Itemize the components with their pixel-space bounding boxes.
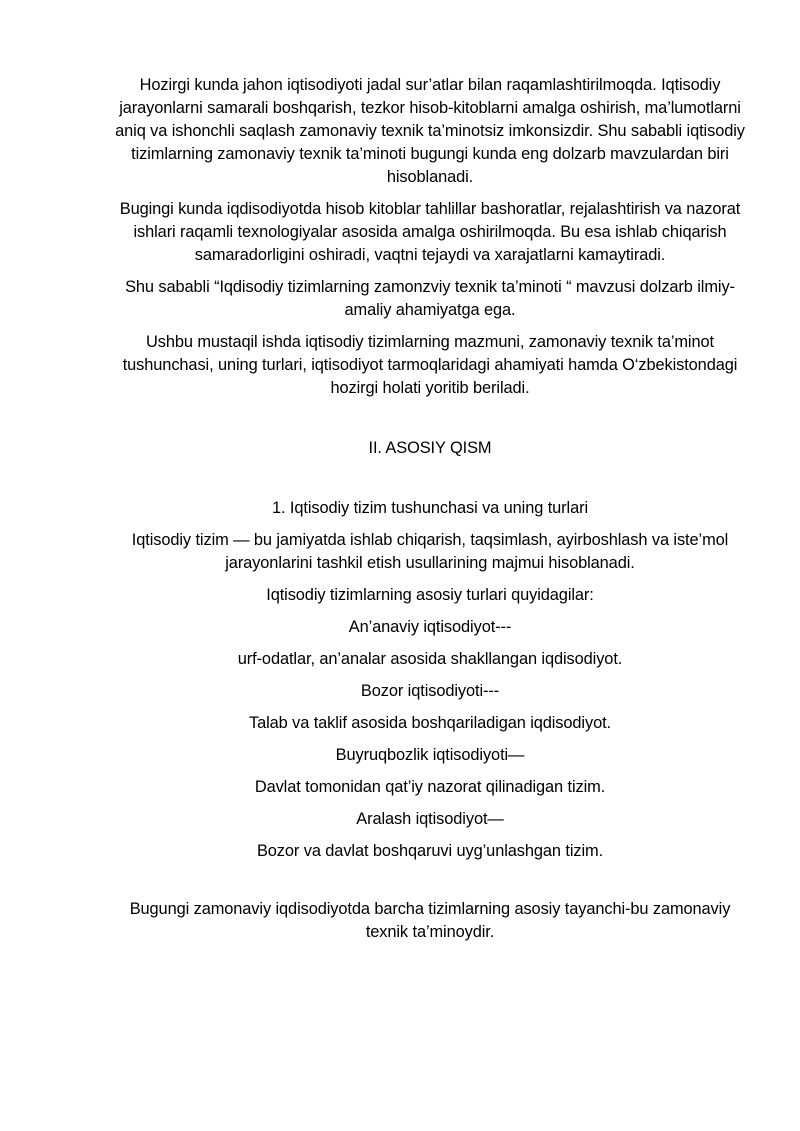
type-desc-market: Talab va taklif asosida boshqariladigan iqdisodiyot. bbox=[249, 714, 611, 732]
types-intro: Iqtisodiy tizimlarning asosiy turlari quyidagilar: bbox=[266, 586, 594, 604]
spacer bbox=[110, 409, 750, 437]
spacer bbox=[110, 872, 750, 898]
subsection-heading: 1. Iqtisodiy tizim tushunchasi va uning turlari bbox=[272, 499, 588, 517]
section-heading: II. ASOSIY QISM bbox=[368, 439, 492, 457]
type-desc-traditional: urf-odatlar, an’analar asosida shakllangan iqdisodiyot. bbox=[237, 650, 623, 668]
type-desc-mixed: Bozor va davlat boshqaruvi uyg’unlashgan tizim. bbox=[256, 842, 604, 860]
spacer bbox=[110, 469, 750, 497]
closing-paragraph: Bugungi zamonaviy iqdisodiyotda barcha tizimlarning asosiy tayanchi-bu zamonaviy texnik ta’minoydir. bbox=[129, 900, 731, 941]
intro-paragraph-4: Ushbu mustaqil ishda iqtisodiy tizimlarning mazmuni, zamonaviy texnik ta’minot tushunchasi, uning turlari, iqtisodiyot tarmoqlaridagi ahamiyati hamda O‘zbekistondagi hozirgi holati yoritib beriladi. bbox=[122, 333, 738, 397]
type-title-mixed: Aralash iqtisodiyot— bbox=[356, 810, 504, 828]
intro-paragraph-1: Hozirgi kunda jahon iqtisodiyoti jadal sur’atlar bilan raqamlashtirilmoqda. Iqtisodiy jarayonlarni samarali boshqarish, tezkor hisob-kitoblarni amalga oshirish, ma’lumotlarni aniq va ishonchli saqlash zamonaviy texnik ta’minotsiz imkonsizdir. Shu sababli iqtisodiy tizimlarning zamonaviy texnik ta’minoti bugungi kunda eng dolzarb mavzulardan biri hisoblanadi. bbox=[115, 76, 745, 186]
definition-paragraph: Iqtisodiy tizim — bu jamiyatda ishlab chiqarish, taqsimlash, ayirboshlash va iste’mol jarayonlarini tashkil etish usullarining majmui hisoblanadi. bbox=[131, 531, 729, 572]
type-title-traditional: An’anaviy iqtisodiyot--- bbox=[348, 618, 512, 636]
type-title-market: Bozor iqtisodiyoti--- bbox=[360, 682, 500, 700]
document-page bbox=[110, 74, 750, 953]
intro-paragraph-2: Bugingi kunda iqdisodiyotda hisob kitoblar tahlillar bashoratlar, rejalashtirish va nazorat ishlari raqamli texnologiyalar asosida amalga oshirilmoqda. Bu esa ishlab chiqarish samaradorligini oshiradi, vaqtni tejaydi va xarajatlarni kamaytiradi. bbox=[119, 200, 741, 264]
type-desc-command: Davlat tomonidan qat’iy nazorat qilinadigan tizim. bbox=[254, 778, 606, 796]
intro-paragraph-3: Shu sababli “Iqdisodiy tizimlarning zamonzviy texnik ta’minoti “ mavzusi dolzarb ilmiy-amaliy ahamiyatga ega. bbox=[125, 278, 735, 319]
type-title-command: Buyruqbozlik iqtisodiyoti— bbox=[335, 746, 525, 764]
